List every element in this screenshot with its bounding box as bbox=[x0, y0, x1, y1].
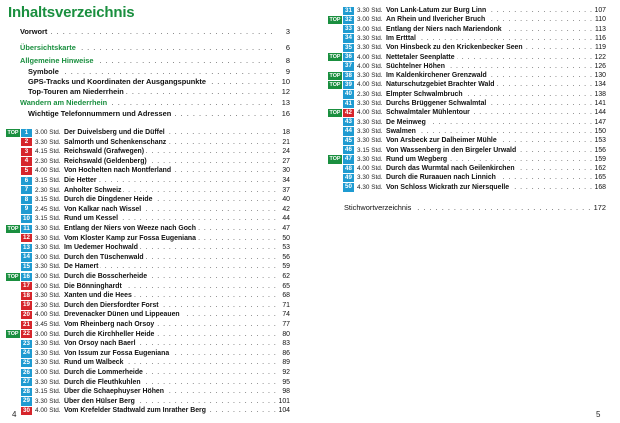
tour-duration: 3.30 Std. bbox=[357, 100, 383, 107]
tour-duration: 3.00 Std. bbox=[35, 129, 61, 136]
tour-name: Nettetaler Seenplatte bbox=[386, 53, 455, 61]
tour-row[interactable] bbox=[328, 155, 606, 164]
tour-name: Von Issum zur Fossa Eugeniana bbox=[64, 349, 170, 357]
tour-page: 165 bbox=[594, 174, 606, 182]
tour-row[interactable] bbox=[328, 173, 606, 182]
tour-duration: 3.30 Std. bbox=[35, 292, 61, 300]
tour-number-badge: 31 bbox=[343, 7, 354, 15]
section-page: 6 bbox=[285, 43, 290, 52]
tour-number-badge: 8 bbox=[21, 196, 32, 204]
tour-name: Die Bönninghardt bbox=[64, 282, 122, 290]
tour-name: De Meinweg bbox=[386, 118, 426, 126]
tour-row[interactable] bbox=[328, 80, 606, 89]
tour-number-badge: 6 bbox=[21, 177, 32, 185]
tour-name: Elmpter Schwalmbruch bbox=[386, 90, 463, 98]
tour-name: Von Arsbeck zur Dalheimer Mühle bbox=[386, 137, 497, 145]
tour-page: 21 bbox=[282, 138, 290, 146]
tour-row[interactable] bbox=[6, 128, 290, 137]
tour-row[interactable] bbox=[328, 15, 606, 24]
tour-name: Im Kaldenkirchener Grenzwald bbox=[386, 72, 487, 80]
section-row[interactable] bbox=[28, 109, 290, 119]
section-page: 3 bbox=[285, 27, 290, 36]
tour-page: 107 bbox=[594, 7, 606, 14]
tour-number-badge: 21 bbox=[21, 321, 32, 329]
tour-row[interactable] bbox=[6, 186, 290, 195]
tour-duration: 4.00 Std. bbox=[357, 62, 383, 70]
tour-duration: 3.30 Std. bbox=[357, 44, 383, 52]
tour-number-badge: 1 bbox=[21, 129, 32, 137]
section-row[interactable] bbox=[28, 87, 290, 97]
tour-page: 110 bbox=[595, 16, 606, 24]
tour-number-badge: 18 bbox=[21, 292, 32, 300]
section-label: Allgemeine Hinweise bbox=[20, 56, 94, 65]
tour-page: 162 bbox=[594, 165, 606, 173]
tour-name: Über die Schaephuyser Höhen bbox=[64, 388, 164, 396]
index-row[interactable] bbox=[344, 203, 606, 213]
tour-duration: 3.30 Std. bbox=[35, 378, 61, 386]
tour-duration: 4.15 Std. bbox=[35, 148, 61, 156]
right-page bbox=[310, 0, 620, 423]
tour-number-badge: 29 bbox=[21, 397, 32, 405]
tour-duration: 3.30 Std. bbox=[357, 118, 383, 126]
tour-number-badge: 17 bbox=[21, 282, 32, 290]
tour-page: 71 bbox=[282, 301, 290, 309]
tour-row[interactable] bbox=[6, 378, 290, 387]
tour-row[interactable] bbox=[6, 253, 290, 262]
tour-number-badge: 25 bbox=[21, 359, 32, 367]
tour-name: Durch die Ruraauen nach Linnich bbox=[386, 174, 496, 182]
tour-name: Entlang der Niers nach Mariendonk bbox=[386, 25, 502, 33]
tour-duration: 3.30 Std. bbox=[357, 34, 383, 42]
tour-name: Rund um Walbeck bbox=[64, 359, 124, 367]
tour-page: 34 bbox=[282, 177, 290, 184]
tour-row[interactable] bbox=[328, 108, 606, 117]
tour-row[interactable] bbox=[6, 214, 290, 223]
tour-duration: 3.30 Std. bbox=[35, 340, 61, 348]
top-badge: TOP bbox=[7, 129, 19, 136]
tour-page: 98 bbox=[282, 388, 290, 396]
tour-duration: 3.00 Std. bbox=[35, 273, 61, 280]
tour-page: 40 bbox=[282, 196, 290, 204]
index-label: Stichwortverzeichnis bbox=[344, 203, 412, 212]
tour-number-badge: 48 bbox=[343, 165, 354, 173]
tour-number-badge: 22 bbox=[21, 330, 32, 338]
tour-row[interactable] bbox=[6, 157, 290, 166]
tour-page: 119 bbox=[595, 44, 606, 52]
tour-page: 126 bbox=[594, 62, 606, 70]
tour-page: 27 bbox=[282, 157, 290, 165]
tour-name: An Rhein und Ilvericher Bruch bbox=[386, 16, 486, 24]
tour-page: 44 bbox=[282, 215, 290, 223]
tour-row[interactable] bbox=[6, 368, 290, 377]
tour-number-badge: 27 bbox=[21, 378, 32, 386]
tour-page: 50 bbox=[282, 234, 290, 242]
tour-number-badge: 40 bbox=[343, 90, 354, 98]
tour-duration: 4.00 Std. bbox=[35, 311, 61, 319]
tour-name: Von Hinsbeck zu den Krickenbecker Seen bbox=[386, 44, 523, 52]
tour-row[interactable] bbox=[6, 339, 290, 348]
tour-name: Swalmen bbox=[386, 127, 416, 135]
top-badge: TOP bbox=[7, 225, 19, 232]
tour-number-badge: 36 bbox=[343, 53, 354, 61]
tour-page: 153 bbox=[594, 137, 606, 145]
tour-page: 18 bbox=[282, 129, 290, 136]
tour-duration: 2.45 Std. bbox=[35, 205, 61, 213]
tour-number-badge: 3 bbox=[21, 148, 32, 156]
tour-number-badge: 9 bbox=[21, 205, 32, 213]
top-badge: TOP bbox=[329, 54, 341, 60]
tour-row[interactable] bbox=[6, 224, 290, 233]
tour-name: Drevenacker Dünen und Lippeauen bbox=[64, 311, 180, 319]
tour-name: Reichswald (Geldenberg) bbox=[64, 157, 147, 165]
tour-number-badge: 37 bbox=[343, 62, 354, 70]
tour-name: Über den Hülser Berg bbox=[64, 397, 135, 405]
tour-number-badge: 42 bbox=[343, 109, 354, 117]
tour-row[interactable] bbox=[6, 349, 290, 358]
tour-duration: 4.00 Std. bbox=[357, 109, 383, 117]
tour-name: Der Duivelsberg und die Düffel bbox=[64, 129, 165, 136]
tour-number-badge: 46 bbox=[343, 146, 354, 154]
tour-row[interactable] bbox=[328, 164, 606, 173]
tour-name: Durch die Kirchheller Heide bbox=[64, 330, 155, 338]
tour-number-badge: 5 bbox=[21, 167, 32, 175]
tour-name: Von Wassenberg in den Birgeler Urwald bbox=[386, 146, 517, 154]
tour-number-badge: 15 bbox=[21, 263, 32, 271]
tour-name: Naturschutzgebiet Brachter Wald bbox=[386, 81, 495, 89]
tour-row[interactable] bbox=[6, 205, 290, 214]
tour-name: De Hamert bbox=[64, 263, 99, 271]
tour-row[interactable] bbox=[6, 176, 290, 185]
tour-page: 141 bbox=[594, 100, 606, 107]
section-page: 16 bbox=[281, 109, 290, 118]
tour-row[interactable] bbox=[6, 291, 290, 300]
tour-number-badge: 30 bbox=[21, 407, 32, 415]
tour-row[interactable] bbox=[328, 146, 606, 155]
top-badge: TOP bbox=[329, 156, 341, 163]
tour-name: Durch den Tüschenwald bbox=[64, 253, 144, 261]
section-row[interactable] bbox=[20, 98, 290, 108]
tour-row[interactable] bbox=[6, 272, 290, 281]
page-number-right: 5 bbox=[596, 410, 601, 419]
top-badge: TOP bbox=[329, 72, 341, 79]
tour-number-badge: 13 bbox=[21, 244, 32, 252]
tour-page: 159 bbox=[594, 155, 606, 163]
tour-number-badge: 7 bbox=[21, 186, 32, 194]
section-page: 12 bbox=[281, 87, 290, 96]
tour-row[interactable] bbox=[6, 195, 290, 204]
tour-duration: 3.30 Std. bbox=[357, 7, 383, 14]
tour-page: 147 bbox=[594, 118, 606, 126]
tour-row[interactable] bbox=[6, 397, 290, 406]
tour-row[interactable] bbox=[328, 34, 606, 43]
tour-page: 156 bbox=[594, 146, 606, 154]
section-row[interactable] bbox=[20, 43, 290, 53]
tour-row[interactable] bbox=[328, 43, 606, 52]
section-row[interactable] bbox=[28, 77, 290, 87]
tour-duration: 3.00 Std. bbox=[35, 330, 61, 338]
tour-number-badge: 50 bbox=[343, 183, 354, 191]
tour-number-badge: 35 bbox=[343, 44, 354, 52]
tour-name: Vom Rheinberg nach Orsoy bbox=[64, 321, 155, 328]
section-label: Übersichtskarte bbox=[20, 43, 76, 52]
tour-page: 53 bbox=[282, 244, 290, 252]
tour-number-badge: 26 bbox=[21, 369, 32, 377]
tour-duration: 3.30 Std. bbox=[357, 155, 383, 163]
tour-row[interactable] bbox=[328, 90, 606, 99]
tour-row[interactable] bbox=[328, 6, 606, 15]
tour-number-badge: 33 bbox=[343, 25, 354, 33]
tour-name: Schwalmtaler Mühlentour bbox=[386, 109, 470, 117]
tour-number-badge: 12 bbox=[21, 234, 32, 242]
page-title: Inhaltsverzeichnis bbox=[8, 4, 135, 21]
tour-duration: 3.00 Std. bbox=[35, 253, 61, 261]
tour-name: Durchs Brüggener Schwalmtal bbox=[386, 100, 487, 107]
tour-name: Durch die Lommerheide bbox=[64, 369, 143, 376]
tour-row[interactable] bbox=[328, 62, 606, 71]
tour-duration: 3.30 Std. bbox=[35, 263, 61, 271]
top-badge: TOP bbox=[329, 16, 341, 23]
tour-row[interactable] bbox=[328, 99, 606, 108]
tour-duration: 2.30 Std. bbox=[35, 157, 61, 165]
tour-number-badge: 41 bbox=[343, 100, 354, 108]
tour-row[interactable] bbox=[6, 138, 290, 147]
tour-number-badge: 38 bbox=[343, 72, 354, 80]
tour-page: 113 bbox=[595, 25, 606, 33]
tour-name: Durch die Fleuthkuhlen bbox=[64, 378, 141, 386]
tour-number-badge: 28 bbox=[21, 388, 32, 396]
tour-page: 130 bbox=[594, 72, 606, 80]
tour-duration: 3.30 Std. bbox=[357, 137, 383, 145]
section-page: 10 bbox=[281, 77, 290, 86]
tour-duration: 4.00 Std. bbox=[35, 407, 61, 415]
tour-row[interactable] bbox=[328, 71, 606, 80]
tour-page: 116 bbox=[595, 34, 606, 42]
tour-name: Rund um Kessel bbox=[64, 215, 118, 223]
tour-row[interactable] bbox=[328, 136, 606, 145]
tour-row[interactable] bbox=[6, 234, 290, 243]
tour-name: Süchtelner Höhen bbox=[386, 62, 445, 70]
top-badge: TOP bbox=[329, 109, 341, 116]
tour-page: 62 bbox=[282, 273, 290, 280]
section-row[interactable] bbox=[20, 27, 290, 37]
tour-row[interactable] bbox=[328, 127, 606, 136]
tour-row[interactable] bbox=[328, 53, 606, 62]
section-label: Vorwort bbox=[20, 27, 48, 36]
section-label: Wandern am Niederrhein bbox=[20, 98, 108, 107]
tour-duration: 3.30 Std. bbox=[35, 138, 61, 146]
tour-number-badge: 10 bbox=[21, 215, 32, 223]
tour-name: Die Hetter bbox=[64, 177, 97, 184]
tour-name: Anholter Schweiz bbox=[64, 186, 122, 194]
tour-name: Durch den Diersfordter Forst bbox=[64, 301, 159, 309]
section-label: GPS-Tracks und Koordinaten der Ausgangspunkte bbox=[28, 77, 206, 86]
tour-row[interactable] bbox=[6, 147, 290, 156]
tour-row[interactable] bbox=[328, 118, 606, 127]
tour-row[interactable] bbox=[6, 282, 290, 291]
tour-page: 86 bbox=[282, 349, 290, 357]
tour-duration: 4.30 Std. bbox=[357, 183, 383, 191]
tour-duration: 4.00 Std. bbox=[357, 165, 383, 173]
tour-name: Im Uedemer Hochwald bbox=[64, 244, 138, 252]
tour-name: Von Lank-Latum zur Burg Linn bbox=[386, 7, 487, 14]
tour-duration: 2.30 Std. bbox=[357, 90, 383, 98]
tour-duration: 3.30 Std. bbox=[357, 174, 383, 182]
tour-row[interactable] bbox=[6, 358, 290, 367]
tour-page: 65 bbox=[282, 282, 290, 290]
tour-duration: 2.30 Std. bbox=[35, 301, 61, 309]
tour-page: 42 bbox=[282, 205, 290, 213]
tour-name: Vom Kloster Kamp zur Fossa Eugeniana bbox=[64, 234, 196, 242]
tour-duration: 3.30 Std. bbox=[35, 397, 61, 405]
tour-name: Vom Krefelder Stadtwald zum Inrather Berg bbox=[64, 407, 206, 415]
tour-duration: 2.30 Std. bbox=[35, 186, 61, 194]
tour-row[interactable] bbox=[6, 301, 290, 310]
tour-page: 74 bbox=[282, 311, 290, 319]
tour-duration: 3.30 Std. bbox=[357, 127, 383, 135]
index-page: 172 bbox=[593, 203, 606, 212]
tour-page: 122 bbox=[594, 53, 606, 61]
tour-number-badge: 45 bbox=[343, 137, 354, 145]
tour-row[interactable] bbox=[6, 406, 290, 415]
tour-duration: 3.15 Std. bbox=[35, 177, 61, 184]
tour-name: Durch die Bosscherheide bbox=[64, 273, 148, 280]
tour-name: Von Hochelten nach Montferland bbox=[64, 167, 172, 175]
tour-number-badge: 16 bbox=[21, 273, 32, 281]
tour-duration: 3.00 Std. bbox=[35, 282, 61, 290]
tour-number-badge: 44 bbox=[343, 127, 354, 135]
tour-row[interactable] bbox=[6, 310, 290, 319]
tour-page: 144 bbox=[594, 109, 606, 117]
tour-number-badge: 14 bbox=[21, 253, 32, 261]
section-label: Top-Touren am Niederrhein bbox=[28, 87, 124, 96]
tour-page: 92 bbox=[282, 369, 290, 376]
tour-duration: 3.30 Std. bbox=[35, 234, 61, 242]
tour-number-badge: 20 bbox=[21, 311, 32, 319]
tour-number-badge: 47 bbox=[343, 155, 354, 163]
tour-page: 68 bbox=[282, 292, 290, 300]
tour-page: 104 bbox=[278, 407, 290, 415]
tour-name: Im Ertttal bbox=[386, 34, 416, 42]
tour-name: Reichswald (Grafwegen) bbox=[64, 148, 145, 156]
tour-duration: 3.30 Std. bbox=[35, 349, 61, 357]
tour-name: Von Orsoy nach Baerl bbox=[64, 340, 136, 348]
tour-page: 95 bbox=[282, 378, 290, 386]
tour-duration: 3.15 Std. bbox=[35, 388, 61, 396]
tour-duration: 3.45 Std. bbox=[35, 321, 61, 328]
tour-page: 47 bbox=[282, 225, 290, 232]
tour-number-badge: 49 bbox=[343, 174, 354, 182]
tour-row[interactable] bbox=[328, 25, 606, 34]
tour-name: Salmorth und Schenkenschanz bbox=[64, 138, 167, 146]
tour-name: Von Schloss Wickrath zur Niersquelle bbox=[386, 183, 510, 191]
tour-number-badge: 24 bbox=[21, 349, 32, 357]
tour-page: 80 bbox=[282, 330, 290, 338]
tour-name: Durch das Wurmtal nach Geilenkirchen bbox=[386, 165, 515, 173]
section-label: Wichtige Telefonnummern und Adressen bbox=[28, 109, 172, 118]
tour-row[interactable] bbox=[6, 330, 290, 339]
tour-page: 30 bbox=[282, 167, 290, 175]
tour-number-badge: 11 bbox=[21, 225, 32, 233]
tour-name: Rund um Wegberg bbox=[386, 155, 448, 163]
tour-page: 150 bbox=[594, 127, 606, 135]
section-label: Symbole bbox=[28, 67, 59, 76]
tour-duration: 3.15 Std. bbox=[35, 215, 61, 223]
tour-number-badge: 43 bbox=[343, 118, 354, 126]
top-badge: TOP bbox=[7, 273, 19, 280]
tour-page: 24 bbox=[282, 148, 290, 156]
section-row[interactable] bbox=[28, 67, 290, 77]
tour-row[interactable] bbox=[6, 387, 290, 396]
tour-page: 56 bbox=[282, 253, 290, 261]
tour-page: 138 bbox=[594, 90, 606, 98]
section-page: 9 bbox=[285, 67, 290, 76]
tour-duration: 3.30 Std. bbox=[35, 244, 61, 252]
tour-name: Entlang der Niers von Weeze nach Goch bbox=[64, 225, 196, 232]
tour-duration: 3.00 Std. bbox=[357, 25, 383, 33]
tour-page: 77 bbox=[282, 321, 290, 328]
tour-row[interactable] bbox=[6, 262, 290, 271]
tour-number-badge: 32 bbox=[343, 16, 354, 24]
tour-number-badge: 19 bbox=[21, 301, 32, 309]
tour-duration: 3.30 Std. bbox=[357, 72, 383, 80]
page-number-left: 4 bbox=[12, 410, 17, 419]
tour-duration: 3.00 Std. bbox=[35, 369, 61, 376]
tour-page: 168 bbox=[594, 183, 606, 191]
section-row[interactable] bbox=[20, 56, 290, 66]
tour-page: 134 bbox=[594, 81, 606, 89]
tour-page: 59 bbox=[282, 263, 290, 271]
tour-number-badge: 34 bbox=[343, 34, 354, 42]
tour-duration: 3.00 Std. bbox=[357, 16, 383, 24]
tour-row[interactable] bbox=[6, 320, 290, 329]
tour-duration: 4.00 Std. bbox=[357, 53, 383, 61]
top-badge: TOP bbox=[7, 331, 19, 338]
tour-number-badge: 4 bbox=[21, 157, 32, 165]
tour-duration: 3.30 Std. bbox=[35, 225, 61, 232]
tour-page: 89 bbox=[282, 359, 290, 367]
tour-row[interactable] bbox=[328, 183, 606, 192]
tour-name: Xanten und die Hees bbox=[64, 292, 132, 300]
tour-duration: 3.15 Std. bbox=[357, 146, 383, 154]
tour-page: 101 bbox=[278, 397, 290, 405]
tour-name: Von Kalkar nach Wissel bbox=[64, 205, 142, 213]
tour-number-badge: 2 bbox=[21, 138, 32, 146]
section-page: 8 bbox=[285, 56, 290, 65]
section-page: 13 bbox=[281, 98, 290, 107]
tour-duration: 3.15 Std. bbox=[35, 196, 61, 204]
tour-row[interactable] bbox=[6, 166, 290, 175]
top-badge: TOP bbox=[329, 81, 341, 88]
tour-number-badge: 39 bbox=[343, 81, 354, 89]
tour-duration: 4.00 Std. bbox=[357, 81, 383, 89]
tour-name: Durch die Dingdener Heide bbox=[64, 196, 153, 204]
tour-duration: 4.00 Std. bbox=[35, 167, 61, 175]
tour-number-badge: 23 bbox=[21, 340, 32, 348]
tour-page: 37 bbox=[282, 186, 290, 194]
tour-page: 83 bbox=[282, 340, 290, 348]
tour-row[interactable] bbox=[6, 243, 290, 252]
tour-duration: 3.30 Std. bbox=[35, 359, 61, 367]
